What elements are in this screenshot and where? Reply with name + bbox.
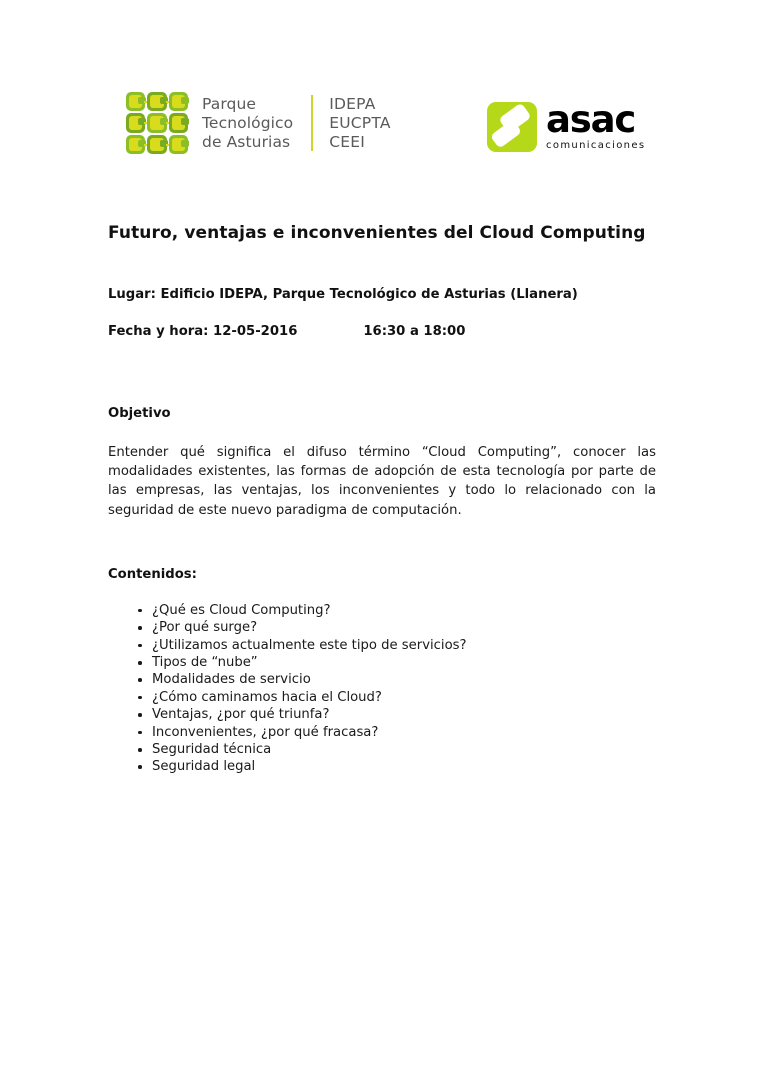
pta-grid-cell — [126, 92, 145, 111]
pta-code-idepa: IDEPA — [329, 94, 376, 113]
event-time: 16:30 a 18:00 — [363, 324, 466, 339]
list-item — [108, 706, 656, 723]
pta-grid-cell — [147, 113, 166, 132]
pta-grid-cell — [126, 113, 145, 132]
list-item-label: ¿Por qué surge? — [152, 620, 258, 636]
objective-heading: Objetivo — [108, 406, 171, 421]
event-details — [108, 286, 656, 341]
document-content — [108, 222, 656, 776]
logo-divider — [311, 95, 313, 151]
contents-heading: Contenidos: — [108, 566, 197, 582]
objective-section — [108, 405, 656, 520]
list-item-label: Inconvenientes, ¿por qué fracasa? — [152, 724, 379, 740]
asac-subtitle: comunicaciones — [546, 140, 646, 151]
pta-grid-icon — [126, 92, 188, 154]
pta-grid-cell — [147, 92, 166, 111]
list-item — [108, 619, 656, 636]
bullet-icon — [138, 731, 142, 735]
list-item-label: Seguridad legal — [152, 759, 256, 775]
page-title: Futuro, ventajas e inconvenientes del Cloud Computing — [108, 223, 646, 243]
list-item-label: Tipos de “nube” — [152, 655, 258, 671]
pta-grid-cell — [169, 135, 188, 154]
contents-section — [108, 566, 656, 776]
asac-name: asac — [546, 98, 636, 141]
pta-grid-cell — [147, 135, 166, 154]
list-item — [108, 671, 656, 688]
list-item-label: ¿Cómo caminamos hacia el Cloud? — [152, 689, 382, 705]
list-item — [108, 689, 656, 706]
pta-wordmark-line-2: Tecnológico — [202, 113, 294, 132]
bullet-icon — [138, 609, 142, 613]
bullet-icon — [138, 678, 142, 682]
event-datetime — [108, 323, 656, 341]
event-place: Lugar: Edificio IDEPA, Parque Tecnológico de Asturias (Llanera) — [108, 287, 578, 302]
contents-list — [108, 602, 656, 776]
pta-grid-cell — [169, 92, 188, 111]
pta-code-eucpta: EUCPTA — [329, 113, 391, 132]
pta-wordmark-line-1: Parque — [202, 94, 257, 113]
pta-grid-cell — [169, 113, 188, 132]
asac-logo — [487, 98, 646, 152]
pta-wordmark — [202, 95, 293, 152]
list-item-label: Ventajas, ¿por qué triunfa? — [152, 707, 330, 723]
objective-body: Entender qué significa el difuso término “Cloud Computing”, conocer las modalidades existentes, las formas de adopción de esta tecnología por parte de las empresas, las ventajas, los inconvenientes y todo lo relacionado con la seguridad de este nuevo paradigma de computación. — [108, 445, 656, 518]
list-item — [108, 654, 656, 671]
list-item-label: ¿Qué es Cloud Computing? — [152, 602, 331, 618]
bullet-icon — [138, 644, 142, 648]
asac-wordmark — [546, 98, 646, 152]
header-logo-row — [0, 88, 760, 170]
list-item — [108, 724, 656, 741]
bullet-icon — [138, 661, 142, 665]
pta-codes — [329, 95, 390, 152]
list-item — [108, 741, 656, 758]
pta-wordmark-line-3: de Asturias — [202, 132, 291, 151]
parque-tecnologico-logo — [126, 92, 391, 154]
list-item — [108, 758, 656, 775]
list-item — [108, 637, 656, 654]
bullet-icon — [138, 765, 142, 769]
bullet-icon — [138, 748, 142, 752]
list-item — [108, 602, 656, 619]
bullet-icon — [138, 713, 142, 717]
bullet-icon — [138, 696, 142, 700]
pta-grid-cell — [126, 135, 145, 154]
list-item-label: ¿Utilizamos actualmente este tipo de servicios? — [152, 637, 467, 653]
pta-code-ceei: CEEI — [329, 132, 366, 151]
bullet-icon — [138, 626, 142, 630]
list-item-label: Modalidades de servicio — [152, 672, 311, 688]
event-date: Fecha y hora: 12-05-2016 — [108, 324, 298, 339]
list-item-label: Seguridad técnica — [152, 742, 272, 758]
asac-mark-icon — [487, 102, 537, 152]
